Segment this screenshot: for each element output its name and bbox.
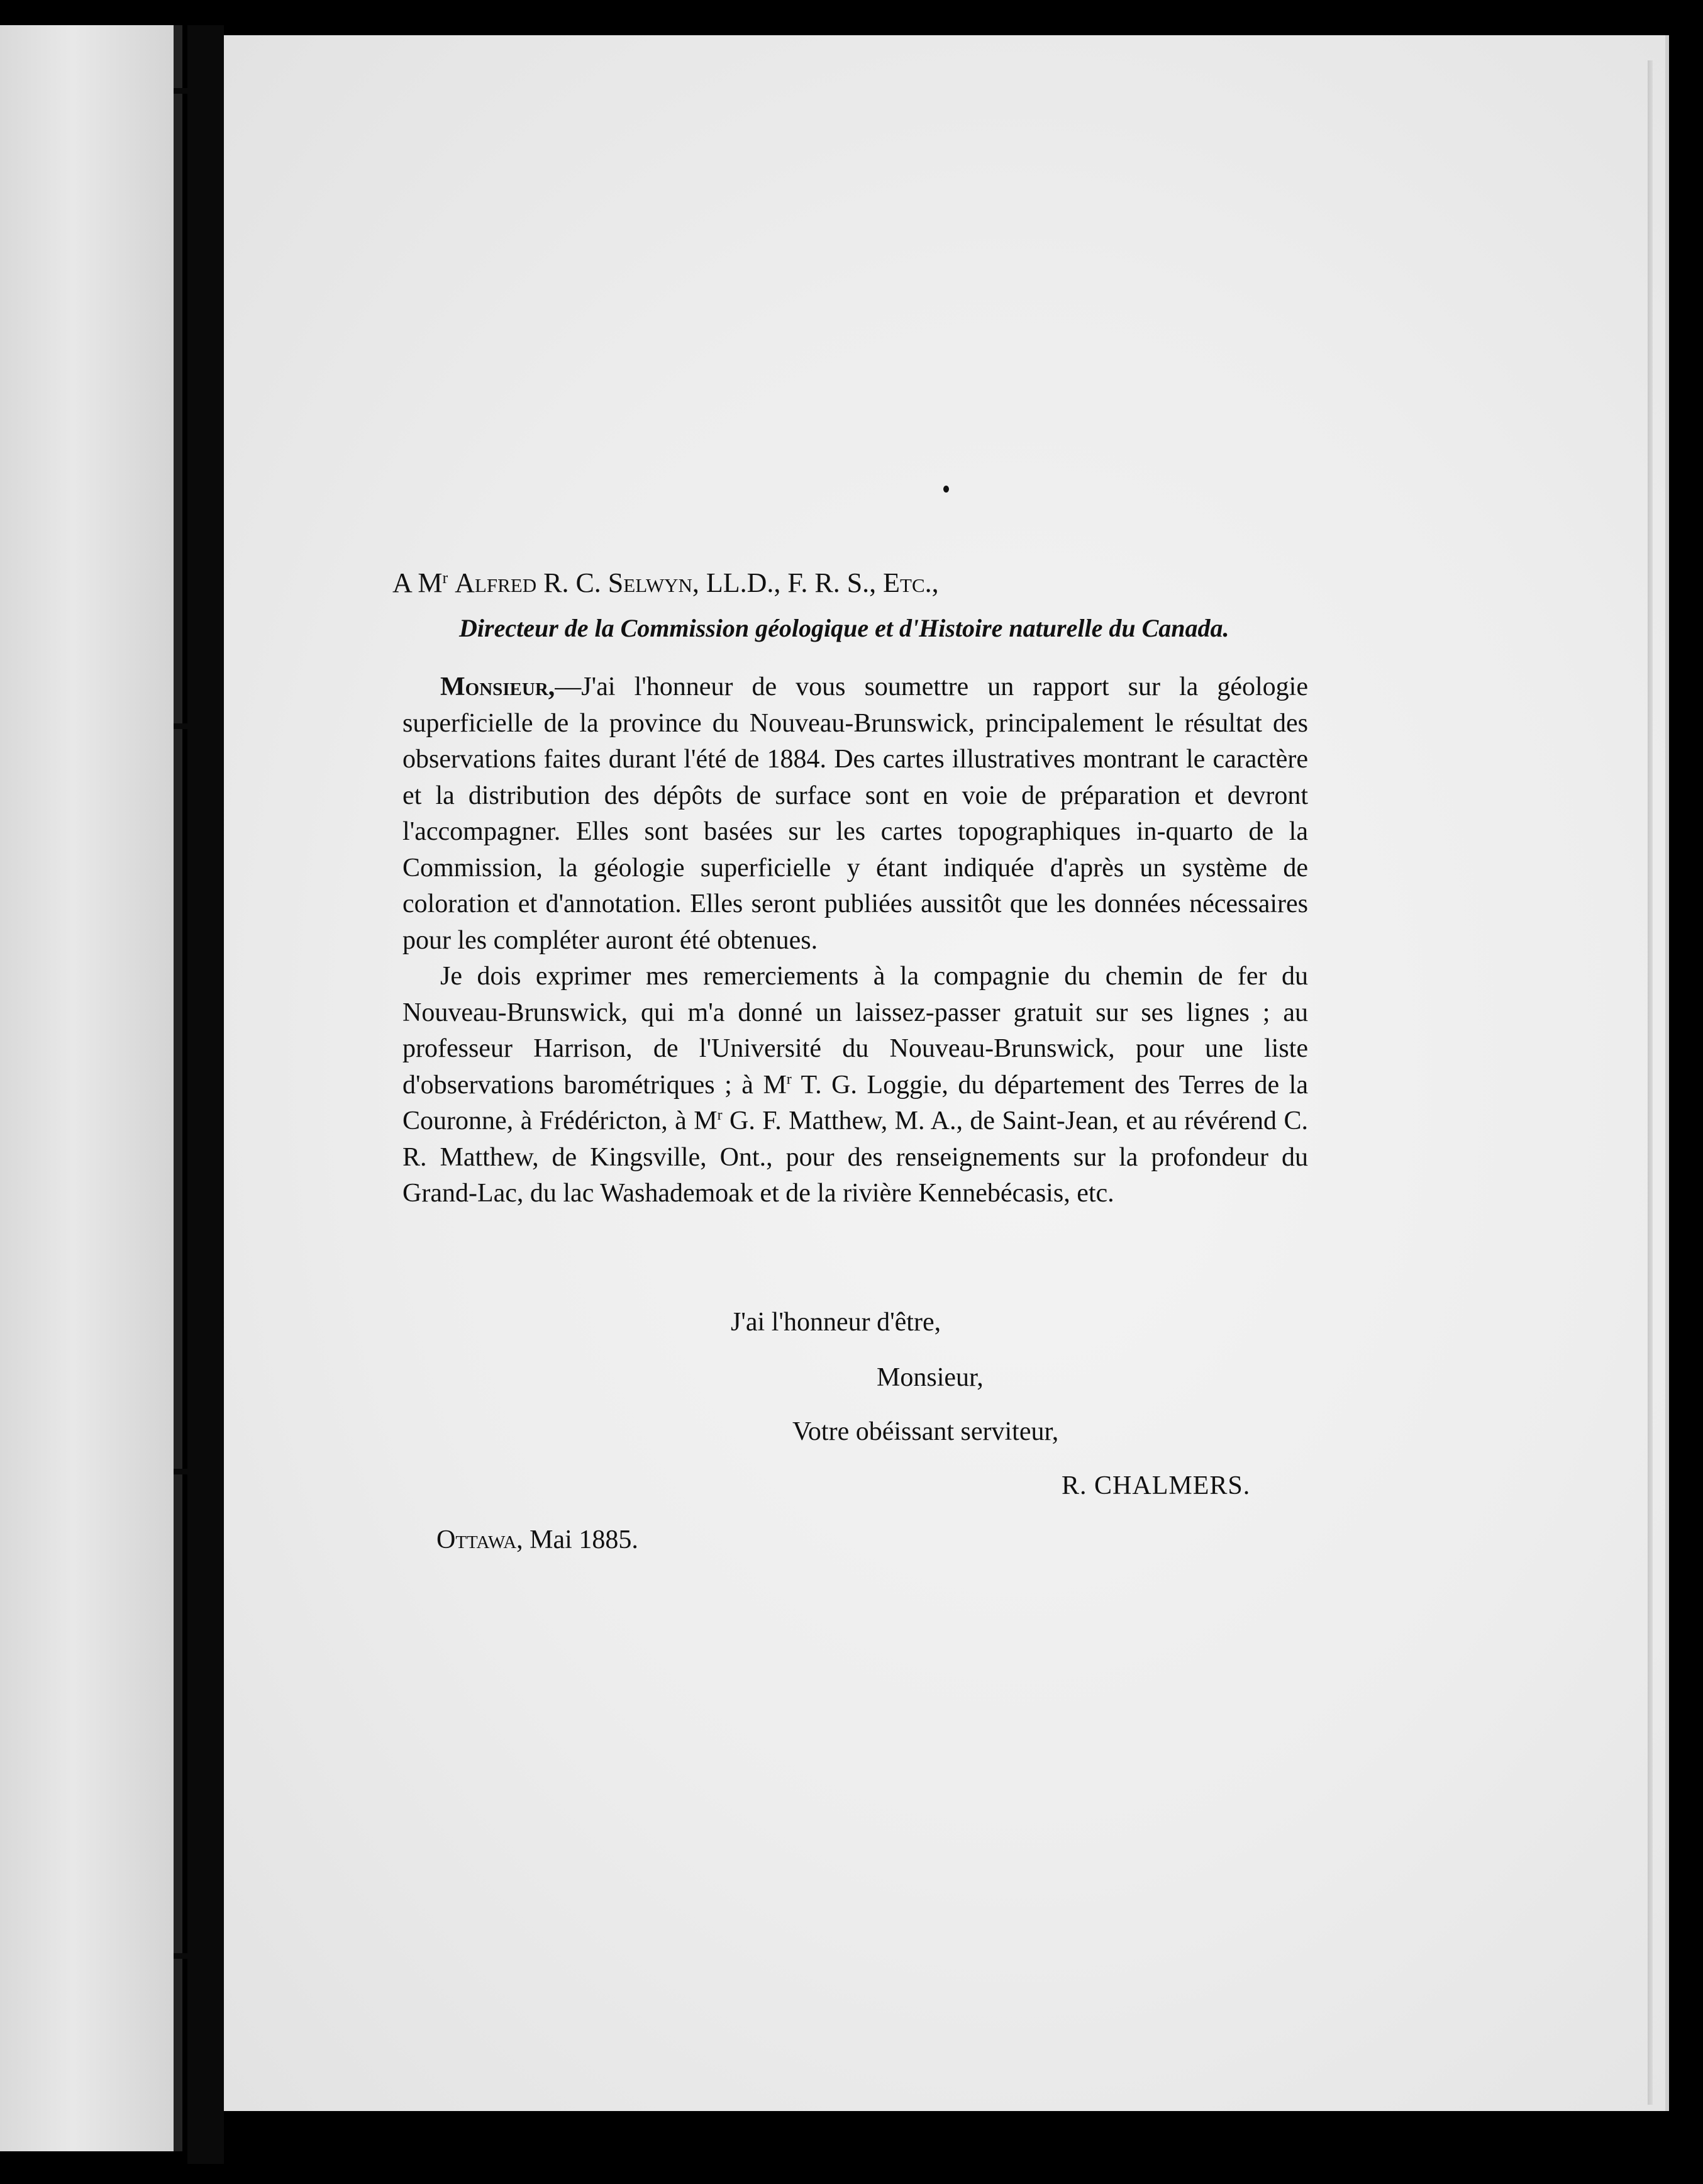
previous-page-edge	[0, 25, 182, 2151]
paragraph-1	[402, 669, 1308, 959]
letter-page	[224, 35, 1669, 2111]
paragraph-2-part-3: G. F. Matthew, M. A., de Saint-Jean, et au révérend C. R. Matthew, de Kingsville, Ont., pour des renseignements sur la profondeur du Grand-Lac, du lac Washademoak et de la rivière Kennebécasis, etc.	[402, 1106, 1308, 1208]
paragraph-1-text: —J'ai l'honneur de vous soumettre un rapport sur la géologie superficielle de la province du Nouveau-Brunswick, principalement le résultat des observations faites durant l'été de 1884. Des cartes illustratives montrant le caractère et la distribution des dépôts de surface sont en voie de préparation et devront l'accompagner. Elles sont basées sur les cartes topographiques in-quarto de la Commission, la géologie superficielle y étant indiquée d'après un système de coloration et d'annotation. Elles seront publiées aussitôt que les données nécessaires pour les compléter auront été obtenues.	[402, 672, 1308, 955]
closing-line-1: J'ai l'honneur d'être,	[731, 1308, 941, 1337]
addressee-name: Alfred R. C. Selwyn, LL.D., F. R. S., Etc.,	[455, 567, 939, 598]
salutation-prefix: A M	[392, 567, 443, 598]
paragraph-2-part-1: Je dois exprimer mes remerciements à la compagnie du chemin de fer du Nouveau-Brunswick, qui m'a donné un laissez-passer gratuit sur ses lignes ; au professeur Harrison, de l'Université du Nouveau-Brunswick, pour une liste d'observations barométriques ; à M	[402, 962, 1308, 1100]
signature: R. CHALMERS.	[1062, 1471, 1251, 1500]
paragraph-2	[402, 959, 1308, 1212]
closing-line-2: Monsieur,	[877, 1363, 984, 1392]
superscript: r	[786, 1071, 792, 1088]
superscript: r	[717, 1107, 723, 1123]
closing-line-3: Votre obéissant serviteur,	[792, 1417, 1059, 1446]
paragraph-2-part-2: T. G. Loggie, du département des Terres de la Couronne, à Frédéricton, à M	[402, 1070, 1308, 1135]
salutation-superscript: r	[442, 569, 448, 587]
ink-speck	[943, 486, 949, 493]
salutation	[392, 565, 939, 601]
dateline-date: Mai 1885.	[523, 1525, 638, 1554]
dateline-place: Ottawa,	[436, 1525, 523, 1554]
addressee-title: Directeur de la Commission géologique et d'Histoire naturelle du Canada.	[459, 614, 1229, 642]
paragraph-lead: Monsieur,	[440, 672, 555, 701]
dateline	[436, 1522, 638, 1559]
binding-spine	[187, 25, 224, 2164]
letter-body	[402, 669, 1308, 1212]
